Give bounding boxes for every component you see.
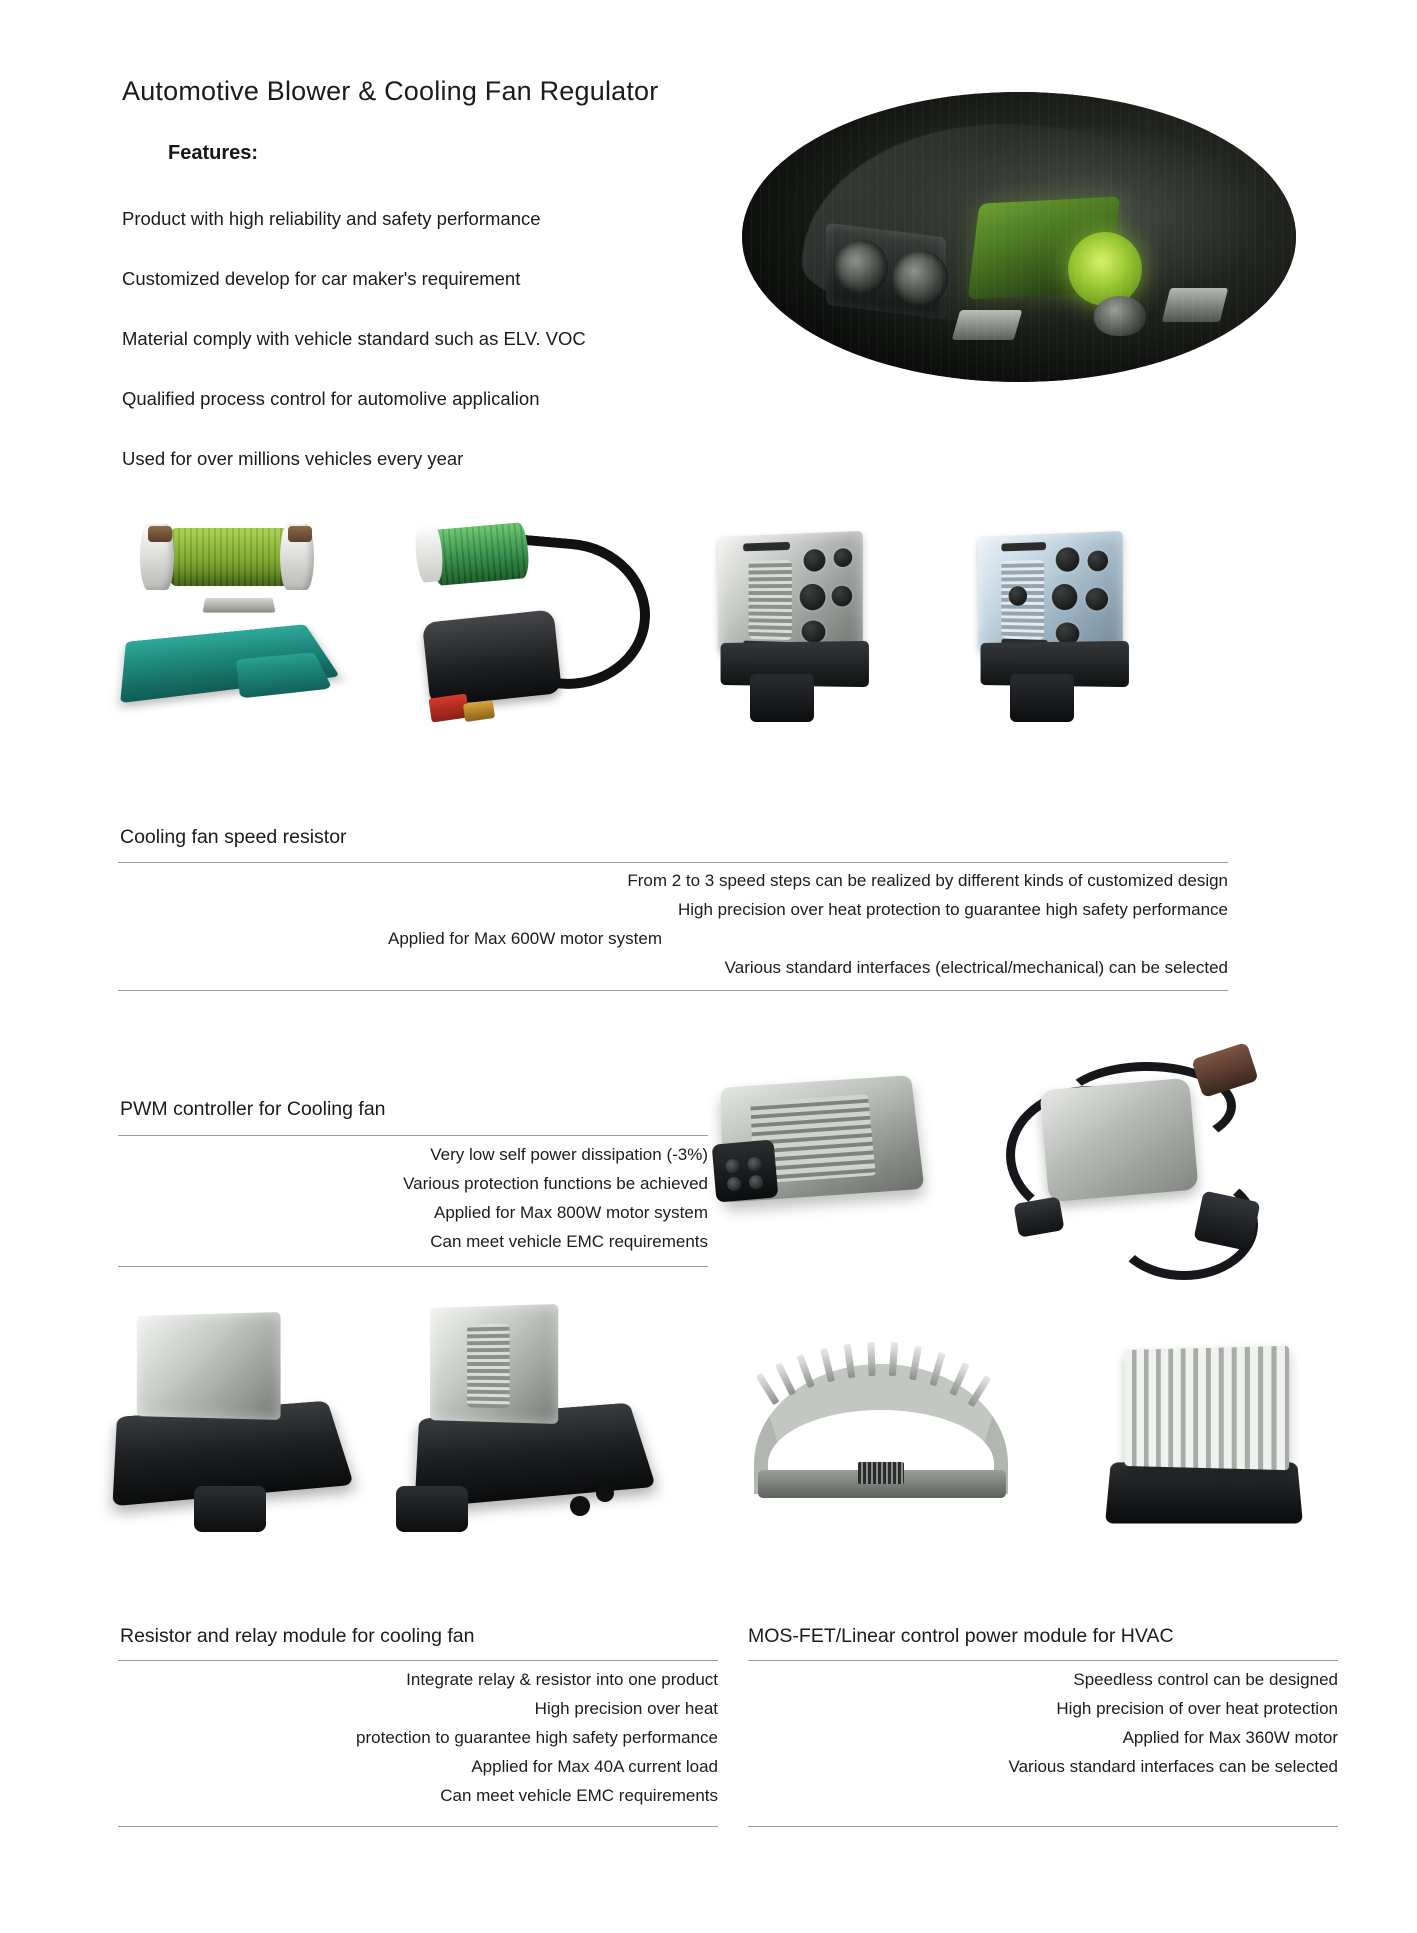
feature-item: Customized develop for car maker's requirement bbox=[122, 268, 521, 289]
cage-slot bbox=[137, 1378, 228, 1387]
heatsink-pin bbox=[929, 1352, 945, 1387]
resistor-housing bbox=[422, 609, 562, 706]
section-rule bbox=[748, 1660, 1338, 1661]
product-photo-resistor-relay-module bbox=[110, 1310, 360, 1560]
heatsink-pin bbox=[796, 1354, 814, 1388]
feature-item: Used for over millions vehicles every year bbox=[122, 448, 464, 469]
spec-line: Very low self power dissipation (-3%) bbox=[430, 1145, 708, 1164]
spec-line: Various protection functions be achieved bbox=[403, 1174, 708, 1193]
cage-vent-hole bbox=[800, 584, 826, 611]
spec-line: Various standard interfaces (electrical/mechanical) can be selected bbox=[724, 958, 1228, 977]
heatsink-pin bbox=[889, 1342, 898, 1376]
engine-bay-hero-image bbox=[742, 92, 1296, 382]
cage-vent-hole bbox=[802, 620, 826, 643]
product-photo-pwm-controller-finned bbox=[712, 1060, 972, 1270]
pwm-connector bbox=[712, 1139, 779, 1202]
connector-pin bbox=[748, 1174, 763, 1189]
cage-slot bbox=[430, 1305, 524, 1316]
spec-line: Various standard interfaces can be selected bbox=[1008, 1757, 1338, 1776]
heatsink-pin bbox=[867, 1342, 875, 1376]
section-rule bbox=[118, 1266, 708, 1267]
section-heading-resistor-relay-module: Resistor and relay module for cooling fan bbox=[120, 1625, 475, 1647]
brass-terminal bbox=[463, 700, 495, 722]
cage-slot bbox=[743, 542, 790, 551]
module-connector bbox=[1010, 674, 1074, 722]
spec-line: High precision of over heat protection bbox=[1056, 1699, 1338, 1718]
hero-scanline-overlay bbox=[742, 92, 1296, 382]
coil-band-right bbox=[288, 526, 312, 542]
pwm-module-body bbox=[1039, 1078, 1198, 1203]
section-rule bbox=[118, 1135, 708, 1136]
module-connector bbox=[750, 674, 814, 722]
module-connector bbox=[396, 1486, 468, 1532]
section-rule bbox=[748, 1826, 1338, 1827]
spec-line: protection to guarantee high safety performance bbox=[356, 1728, 718, 1747]
cage-vent-hole bbox=[1088, 550, 1109, 571]
heatsink-pin bbox=[909, 1346, 922, 1381]
cage-vent-hole bbox=[804, 549, 826, 572]
mosfet-terminal-block bbox=[858, 1462, 904, 1484]
cage-vent-hole bbox=[137, 1337, 157, 1359]
product-photo-metal-cage-resistor bbox=[690, 520, 910, 740]
product-photo-mosfet-curved-heatsink bbox=[740, 1320, 1030, 1540]
cage-vent-hole bbox=[137, 1315, 157, 1337]
product-photo-blue-metal-cage-resistor bbox=[950, 520, 1170, 740]
module-plastic-base bbox=[1105, 1462, 1303, 1523]
internal-resistor-coil bbox=[467, 1324, 510, 1409]
spec-line: Can meet vehicle EMC requirements bbox=[440, 1786, 718, 1805]
secondary-connector-plug bbox=[1013, 1196, 1064, 1237]
mount-hole bbox=[570, 1496, 590, 1516]
finned-heatsink-body bbox=[1125, 1346, 1290, 1470]
section-heading-mosfet-module: MOS-FET/Linear control power module for HVAC bbox=[748, 1625, 1174, 1647]
features-label: Features: bbox=[168, 142, 259, 164]
brown-connector-plug bbox=[1191, 1042, 1259, 1098]
product-photo-wired-coil-resistor bbox=[390, 520, 650, 740]
spec-line: High precision over heat protection to guarantee high safety performance bbox=[678, 900, 1228, 919]
resistor-terminal-pins bbox=[203, 598, 276, 613]
heatsink-pin bbox=[775, 1362, 796, 1396]
cage-slot bbox=[1001, 542, 1046, 551]
spec-line: Applied for Max 40A current load bbox=[471, 1757, 718, 1776]
spec-line: Speedless control can be designed bbox=[1073, 1670, 1338, 1689]
cage-vent-hole bbox=[1052, 584, 1078, 611]
section-heading-cooling-fan-speed-resistor: Cooling fan speed resistor bbox=[120, 826, 347, 848]
spec-line: Can meet vehicle EMC requirements bbox=[430, 1232, 708, 1251]
heatsink-pin bbox=[820, 1348, 835, 1383]
heatsink-pin-array bbox=[760, 1342, 1006, 1386]
heatsink-pin bbox=[756, 1373, 780, 1406]
resistor-wire-coil bbox=[166, 528, 298, 586]
metal-cage-housing bbox=[137, 1312, 281, 1420]
metal-cage-housing bbox=[430, 1304, 558, 1424]
cage-vent-hole bbox=[1085, 588, 1108, 611]
spec-line: Applied for Max 800W motor system bbox=[434, 1203, 708, 1222]
spec-line: From 2 to 3 speed steps can be realized by different kinds of customized design bbox=[627, 871, 1228, 890]
section-heading-pwm-controller: PWM controller for Cooling fan bbox=[120, 1098, 386, 1120]
feature-item: Product with high reliability and safety performance bbox=[122, 208, 541, 229]
product-photo-resistor-relay-module-angled bbox=[400, 1300, 650, 1560]
product-photo-mosfet-finned-heatsink bbox=[1090, 1320, 1340, 1550]
cage-vent-hole bbox=[1056, 547, 1080, 572]
page-title: Automotive Blower & Cooling Fan Regulator bbox=[122, 76, 659, 106]
heatsink-pin bbox=[844, 1344, 856, 1379]
module-connector bbox=[194, 1486, 266, 1532]
section-rule bbox=[118, 862, 1228, 863]
spec-line: Integrate relay & resistor into one product bbox=[406, 1670, 718, 1689]
cage-vent-hole bbox=[832, 586, 853, 607]
spec-line: High precision over heat bbox=[534, 1699, 718, 1718]
connector-pin bbox=[727, 1176, 742, 1191]
metal-cage-housing bbox=[978, 531, 1123, 657]
feature-item: Material comply with vehicle standard such as ELV. VOC bbox=[122, 328, 586, 349]
resistor-mount-flange bbox=[236, 652, 333, 698]
cage-vent-hole bbox=[834, 548, 853, 567]
product-photo-teal-coil-resistor bbox=[118, 520, 368, 740]
section-rule bbox=[118, 1660, 718, 1661]
metal-cage-housing bbox=[718, 531, 863, 657]
connector-pin bbox=[725, 1158, 740, 1173]
coil-band-left bbox=[148, 526, 172, 542]
cage-vent-hole bbox=[137, 1358, 155, 1377]
section-rule bbox=[118, 990, 1228, 991]
spec-line: Applied for Max 360W motor bbox=[1122, 1728, 1338, 1747]
section-rule bbox=[118, 1826, 718, 1827]
mount-hole bbox=[596, 1484, 614, 1502]
cage-vent-hole bbox=[1009, 586, 1027, 606]
product-photo-pwm-controller-harness bbox=[1000, 1050, 1260, 1280]
spec-line: Applied for Max 600W motor system bbox=[388, 929, 662, 948]
feature-item: Qualified process control for automolive applicalion bbox=[122, 388, 540, 409]
resistor-wire-coil bbox=[430, 522, 531, 586]
connector-pin bbox=[747, 1157, 762, 1172]
internal-resistor-coil bbox=[749, 560, 792, 640]
